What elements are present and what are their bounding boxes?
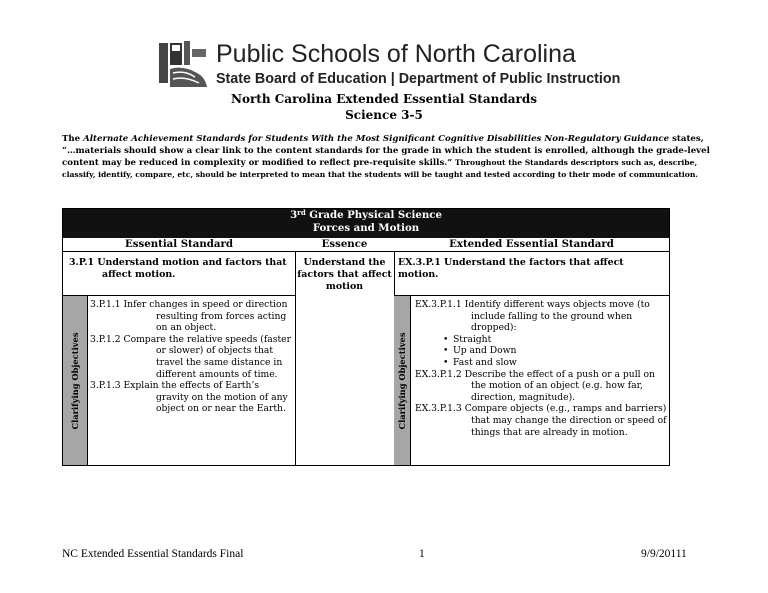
grade-subject: 3rd Grade Physical Science — [290, 208, 442, 221]
ext-objective-1: EX.3.P.1.1 Identify different ways objects move (to include falling to the ground when dropped): — [415, 299, 650, 334]
intro-paragraph — [62, 133, 712, 181]
ext-objective-3: EX.3.P.1.3 Compare objects (e.g., ramps and barriers) that may change the direction or speed of things that are already in motion. — [415, 403, 667, 438]
intro-guidance-title: Alternate Achievement Standards for Students With the Most Significant Cognitive Disabilities Non-Regulatory Guidance — [83, 134, 670, 144]
document-title-line1: North Carolina Extended Essential Standards — [231, 92, 537, 106]
essence: Understand the factors that affect motion — [297, 257, 392, 292]
motion-type: • Straight — [415, 334, 667, 346]
ncdpi-logo-icon — [157, 39, 209, 89]
footer-date: 9/9/20111 — [641, 548, 687, 560]
objective-3p13: 3.P.1.3 Explain the effects of Earth’s gravity on the motion of any object on or near the Earth. — [90, 380, 288, 415]
topic: Forces and Motion — [312, 221, 420, 234]
intro-descriptors-note: Throughout the Standards descriptors such as, describe, classify, identify, compare, etc, should be interpreted to mean that the students will be taught and tested according to their mode of communication. — [62, 158, 699, 179]
motion-type: • Fast and slow — [415, 357, 667, 369]
footer-page-number: 1 — [419, 548, 425, 560]
col-header-essential: Essential Standard — [124, 238, 233, 250]
ext-objective-2: EX.3.P.1.2 Describe the effect of a push or a pull on the motion of an object (e.g. how far, direction, magnitude). — [415, 368, 655, 403]
motion-types-list — [415, 334, 667, 369]
extended-objectives-list — [415, 299, 667, 438]
clarifying-objectives-label: Clarifying Objectives — [63, 296, 88, 465]
intro-text-a: The — [62, 134, 84, 144]
objective-3p12: 3.P.1.2 Compare the relative speeds (faster or slower) of objects that travel the same distance in different amounts of time. — [90, 333, 291, 380]
objective-3p11: 3.P.1.1 Infer changes in speed or direction resulting from forces acting on an object. — [90, 299, 288, 334]
document-title — [0, 91, 768, 123]
organization-name: Public Schools of North Carolina — [216, 40, 576, 68]
footer-document-name: NC Extended Essential Standards Final — [62, 548, 244, 560]
table-title — [63, 209, 669, 234]
col-header-extended: Extended Essential Standard — [449, 238, 614, 250]
essential-standard: 3.P.1 Understand motion and factors that affect motion. — [69, 257, 287, 280]
document-title-line2: Science 3-5 — [345, 108, 423, 122]
motion-type: • Up and Down — [415, 345, 667, 357]
clarifying-objectives-list — [90, 299, 293, 415]
extended-clarifying-objectives-label: Clarifying Objectives — [394, 296, 411, 465]
standards-table — [62, 208, 670, 466]
organization-subtitle: State Board of Education | Department of Public Instruction — [216, 71, 621, 87]
intro-text-b: states, “…materials should show a clear link to the content standards for the grade in which the student is enrolled, although the grade-level content may be reduced in complexity or modified to reflect pre-requisite skills.” — [62, 134, 710, 168]
col-header-essence: Essence — [321, 238, 368, 250]
extended-standard: EX.3.P.1 Understand the factors that affect motion. — [398, 257, 624, 280]
